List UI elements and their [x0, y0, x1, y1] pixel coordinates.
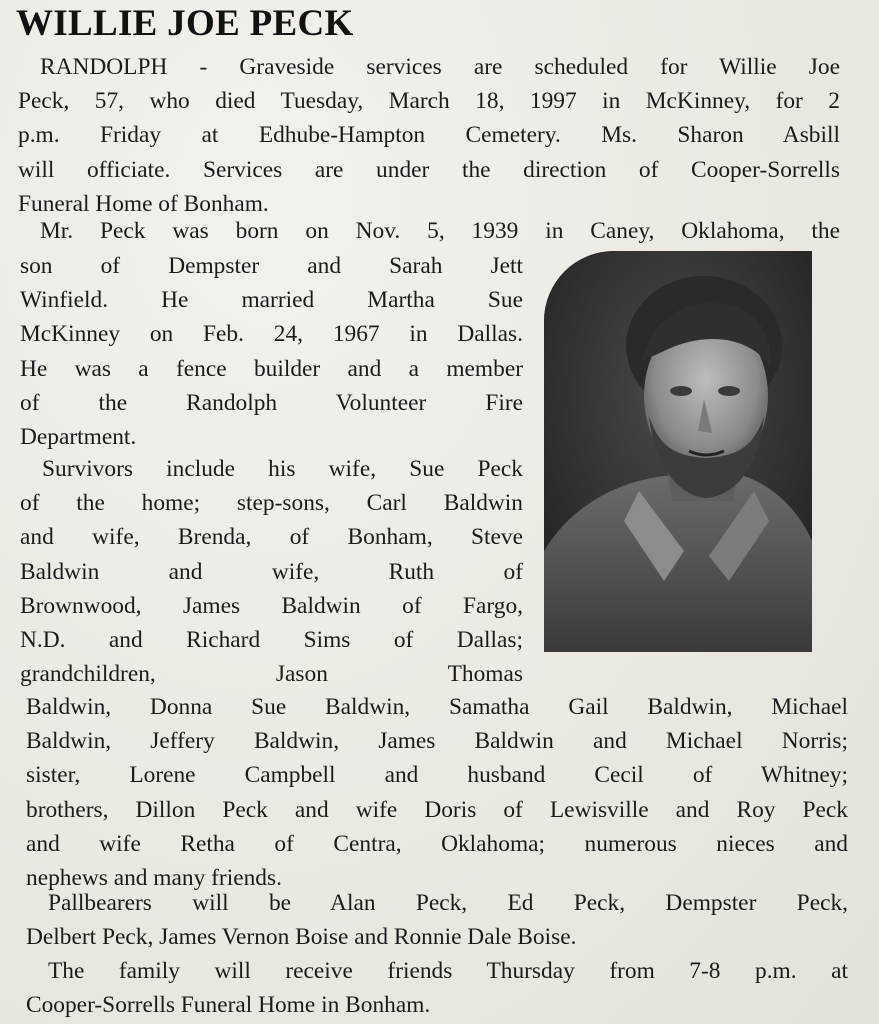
text-line: grandchildren, Jason Thomas [20, 661, 523, 688]
text-line: brothers, Dillon Peck and wife Doris of Lewisville and Roy Peck [26, 796, 848, 823]
text-line: RANDOLPH - Graveside services are scheduled for Willie Joe [40, 54, 840, 80]
text-line: nephews and many friends. [26, 865, 282, 892]
text-line: and wife Retha of Centra, Oklahoma; numerous nieces and [26, 830, 848, 857]
paragraph-survivors [20, 452, 523, 691]
text-line: p.m. Friday at Edhube-Hampton Cemetery. Ms. Sharon Asbill [18, 122, 840, 149]
paragraph-survivors-continued [26, 690, 848, 895]
text-line: Delbert Peck, James Vernon Boise and Ronnie Dale Boise. [26, 924, 577, 951]
text-line: Winfield. He married Martha Sue [20, 287, 523, 314]
portrait-photo [544, 251, 812, 652]
text-line: Department. [20, 424, 137, 451]
text-line: and wife, Brenda, of Bonham, Steve [20, 524, 523, 551]
paragraph-biography-first-line [18, 214, 840, 248]
text-line: McKinney on Feb. 24, 1967 in Dallas. [20, 321, 523, 348]
text-line: will officiate. Services are under the direction of Cooper-Sorrells [18, 156, 840, 183]
paragraph-pallbearers [26, 886, 848, 954]
text-line: Pallbearers will be Alan Peck, Ed Peck, Dempster Peck, [48, 890, 848, 916]
text-line: sister, Lorene Campbell and husband Cecil of Whitney; [26, 762, 848, 789]
text-line: Survivors include his wife, Sue Peck [42, 456, 523, 482]
paragraph-services [18, 50, 840, 221]
text-line: N.D. and Richard Sims of Dallas; [20, 627, 523, 654]
text-line: Baldwin, Donna Sue Baldwin, Samatha Gail Baldwin, Michael [26, 694, 848, 720]
text-line: of the Randolph Volunteer Fire [20, 389, 523, 416]
text-line: of the home; step-sons, Carl Baldwin [20, 490, 523, 517]
text-line: son of Dempster and Sarah Jett [20, 253, 523, 279]
text-line: Peck, 57, who died Tuesday, March 18, 1997 in McKinney, for 2 [18, 88, 840, 115]
paragraph-visitation [26, 954, 848, 1022]
obituary-headline: WILLIE JOE PECK [16, 3, 354, 44]
text-line: Baldwin and wife, Ruth of [20, 558, 523, 585]
text-line: The family will receive friends Thursday from 7-8 p.m. at [48, 958, 848, 984]
portrait-image-icon [544, 251, 812, 652]
text-line: Cooper-Sorrells Funeral Home in Bonham. [26, 992, 431, 1019]
text-line: He was a fence builder and a member [20, 355, 523, 382]
text-line: Mr. Peck was born on Nov. 5, 1939 in Caney, Oklahoma, the [40, 218, 840, 244]
text-line: Brownwood, James Baldwin of Fargo, [20, 592, 523, 619]
paragraph-biography [20, 249, 523, 454]
text-line: Baldwin, Jeffery Baldwin, James Baldwin and Michael Norris; [26, 728, 848, 755]
text-line: Funeral Home of Bonham. [18, 190, 269, 217]
